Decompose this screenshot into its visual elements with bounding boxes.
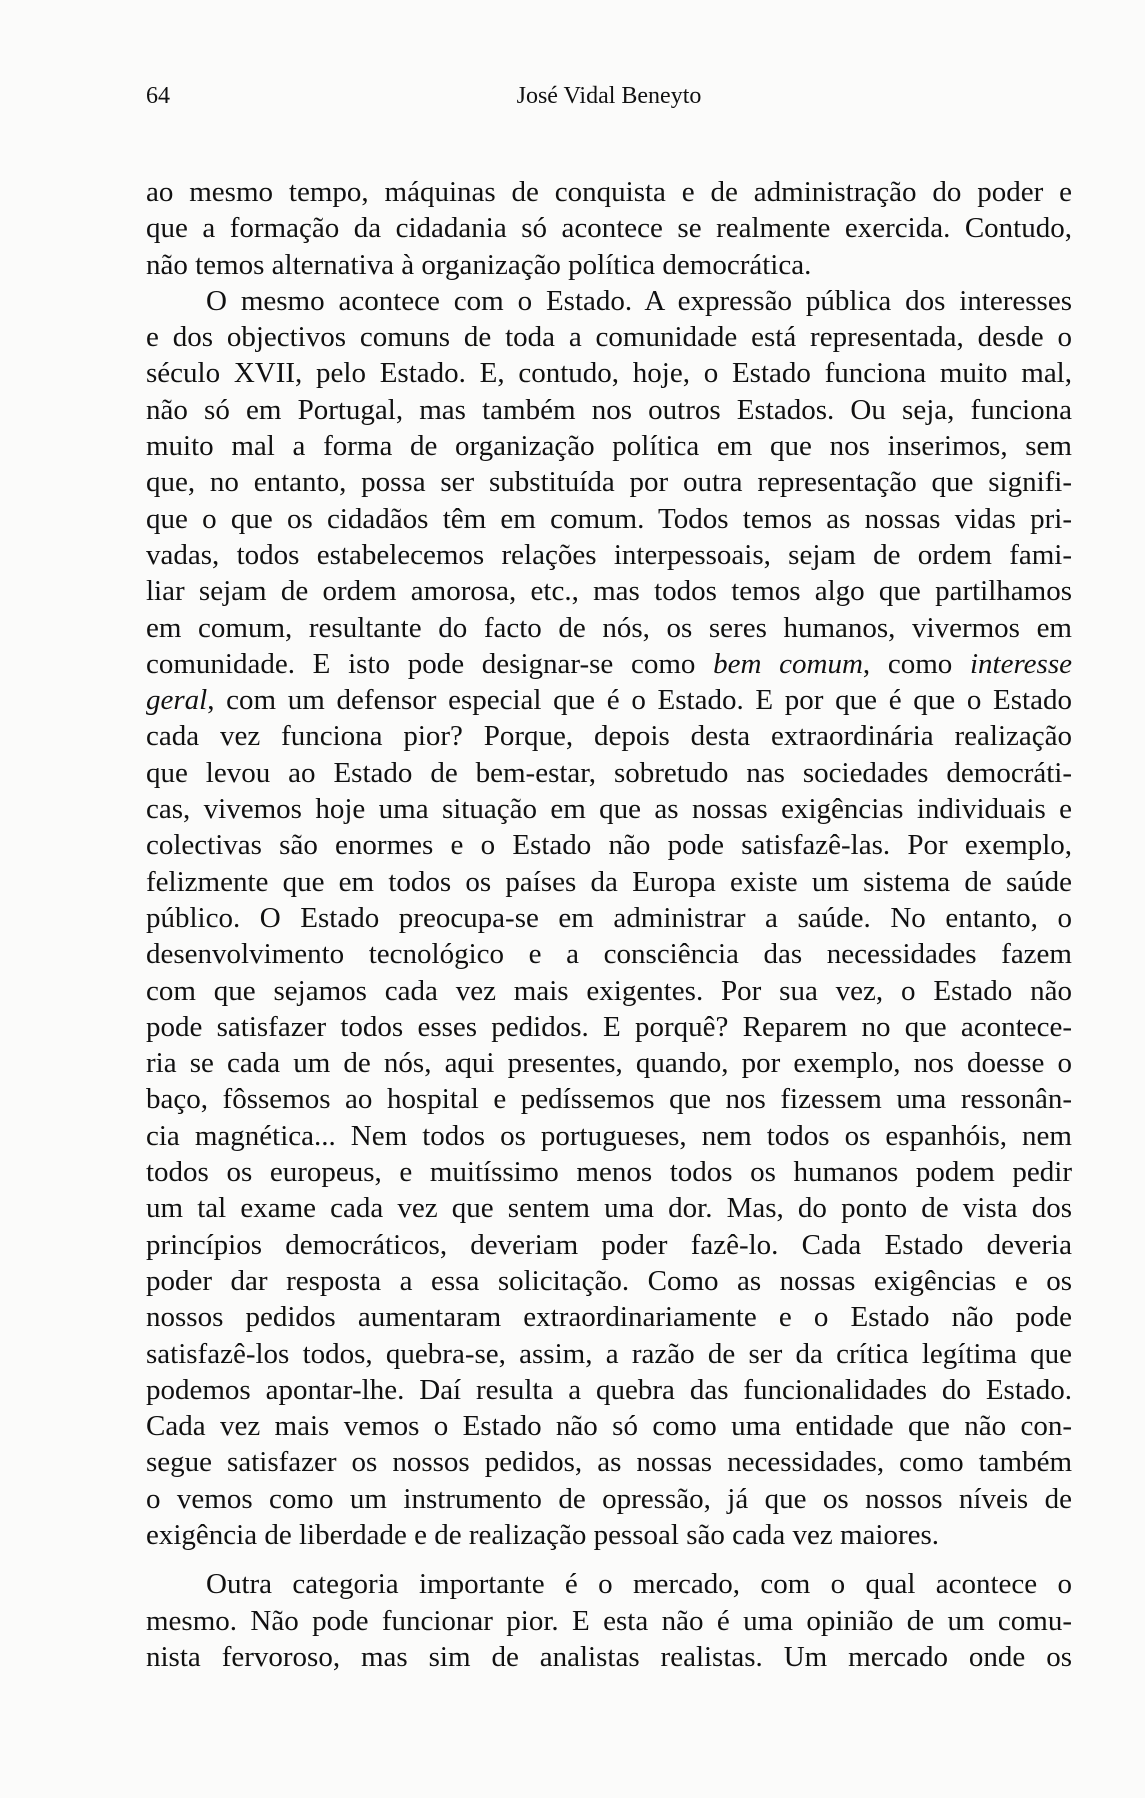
text-line: cas, vivemos hoje uma situação em que as nossas exigências individuais e <box>146 793 1072 826</box>
text-line: com que sejamos cada vez mais exigentes. Por sua vez, o Estado não <box>146 974 1072 1007</box>
body-text <box>146 174 1072 1675</box>
text-line: desenvolvimento tecnológico e a consciência das necessidades fazem <box>146 938 1072 971</box>
text-line: ao mesmo tempo, máquinas de conquista e de administração do poder e <box>146 176 1072 208</box>
text-line: muito mal a forma de organização política em que nos inserimos, sem <box>146 430 1072 463</box>
text-line: Cada vez mais vemos o Estado não só como uma entidade que não con- <box>146 1410 1072 1443</box>
paragraph-1 <box>146 174 1072 283</box>
text-line: colectivas são enormes e o Estado não pode satisfazê-las. Por exemplo, <box>146 829 1072 862</box>
text-line-italic: geral, com um defensor especial que é o Estado. E por que é que o Estado <box>146 684 1072 717</box>
page-header <box>146 78 1072 118</box>
text-line: vadas, todos estabelecemos relações interpessoais, sejam de ordem fami- <box>146 538 1072 571</box>
text-line: cia magnética... Nem todos os portugueses, nem todos os espanhóis, nem <box>146 1119 1072 1152</box>
italic-phrase: geral <box>146 684 208 717</box>
text-line: em comum, resultante do facto de nós, os seres humanos, vivermos em <box>146 611 1072 644</box>
text-line: segue satisfazer os nossos pedidos, as nossas necessidades, como também <box>146 1446 1072 1479</box>
text-line: mesmo. Não pode funcionar pior. E esta não é uma opinião de um comu- <box>146 1604 1072 1637</box>
paragraph-2 <box>146 283 1072 1553</box>
text-line: e dos objectivos comuns de toda a comunidade está representada, desde o <box>146 321 1072 354</box>
text-line: século XVII, pelo Estado. E, contudo, hoje, o Estado funciona muito mal, <box>146 357 1072 390</box>
text-line: não temos alternativa à organização política democrática. <box>146 248 812 281</box>
text-line: Outra categoria importante é o mercado, com o qual acontece o <box>206 1568 1072 1601</box>
paragraph-3 <box>146 1566 1072 1675</box>
text-line: satisfazê-los todos, quebra-se, assim, a razão de ser da crítica legítima que <box>146 1337 1072 1370</box>
text-line: nossos pedidos aumentaram extraordinariamente e o Estado não pode <box>146 1301 1072 1334</box>
text-line: público. O Estado preocupa-se em administrar a saúde. No entanto, o <box>146 901 1072 934</box>
text-line-italic: comunidade. E isto pode designar-se como bem comum, como interesse <box>146 647 1072 680</box>
text-line: pode satisfazer todos esses pedidos. E porquê? Reparem no que acontece- <box>146 1010 1072 1043</box>
text-line: que, no entanto, possa ser substituída por outra representação que signifi- <box>146 466 1072 499</box>
text-line: todos os europeus, e muitíssimo menos todos os humanos podem pedir <box>146 1156 1072 1189</box>
text-line: princípios democráticos, deveriam poder fazê-lo. Cada Estado deveria <box>146 1228 1072 1261</box>
text-line: baço, fôssemos ao hospital e pedíssemos que nos fizessem uma ressonân- <box>146 1083 1072 1116</box>
text-line: que a formação da cidadania só acontece se realmente exercida. Contudo, <box>146 212 1072 245</box>
text-line: que o que os cidadãos têm em comum. Todos temos as nossas vidas pri- <box>146 502 1072 535</box>
text-line: O mesmo acontece com o Estado. A expressão pública dos interesses <box>206 284 1072 317</box>
text-line: felizmente que em todos os países da Europa existe um sistema de saúde <box>146 865 1072 898</box>
text-line: poder dar resposta a essa solicitação. Como as nossas exigências e os <box>146 1264 1072 1297</box>
text-line: que levou ao Estado de bem-estar, sobretudo nas sociedades democráti- <box>146 756 1072 789</box>
text-line: o vemos como um instrumento de opressão, já que os nossos níveis de <box>146 1482 1072 1515</box>
text-line: exigência de liberdade e de realização pessoal são cada vez maiores. <box>146 1518 940 1551</box>
page-number: 64 <box>146 83 170 109</box>
text-line: cada vez funciona pior? Porque, depois desta extraordinária realização <box>146 720 1072 753</box>
text-line: ria se cada um de nós, aqui presentes, quando, por exemplo, nos doesse o <box>146 1047 1072 1080</box>
italic-phrase: interesse <box>969 647 1072 680</box>
text-line: um tal exame cada vez que sentem uma dor. Mas, do ponto de vista dos <box>146 1192 1072 1225</box>
running-head: José Vidal Beneyto <box>516 83 702 109</box>
text-line: podemos apontar-lhe. Daí resulta a quebra das funcionalidades do Estado. <box>146 1373 1072 1406</box>
text-line: liar sejam de ordem amorosa, etc., mas todos temos algo que partilhamos <box>146 575 1072 608</box>
text-line: nista fervoroso, mas sim de analistas realistas. Um mercado onde os <box>146 1640 1072 1673</box>
text-line: não só em Portugal, mas também nos outros Estados. Ou seja, funciona <box>146 393 1072 426</box>
italic-phrase: bem comum <box>713 647 863 680</box>
